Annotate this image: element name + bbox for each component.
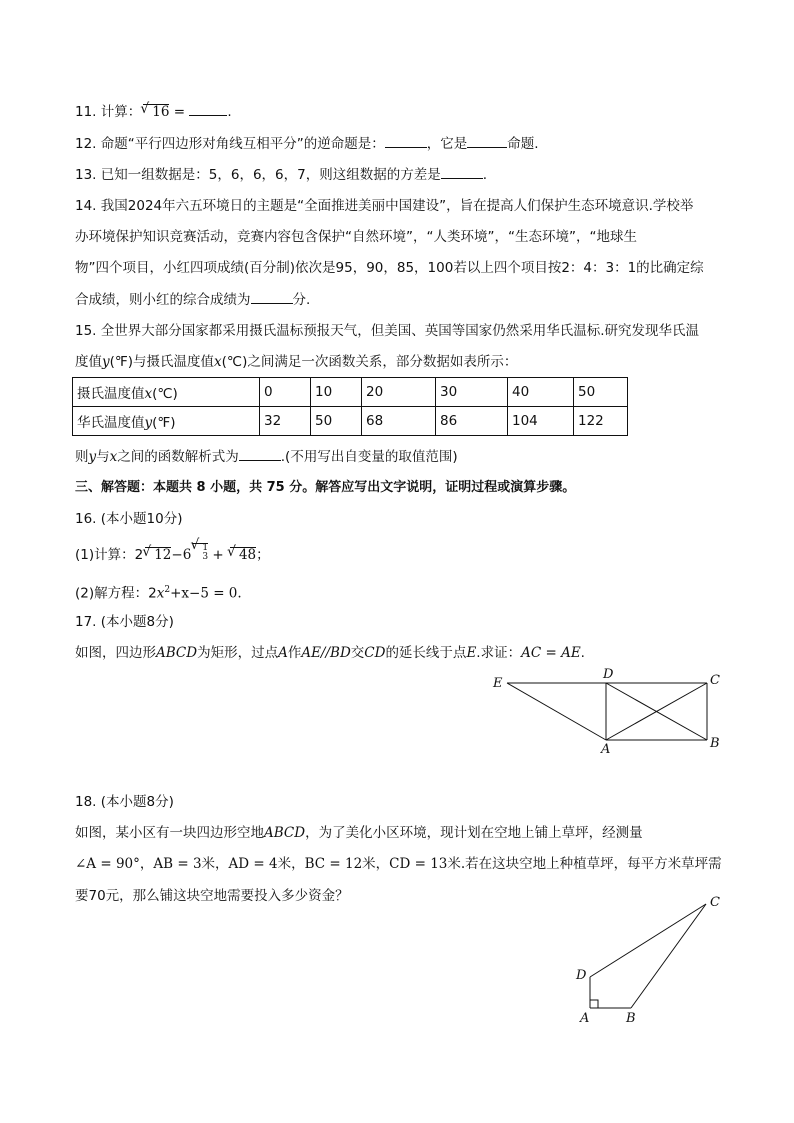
table-cell: 104	[508, 407, 574, 436]
quadrilateral-figure	[570, 890, 730, 1030]
q18-line2: ∠A = 90°，AB = 3米，AD = 4米，BC = 12米，CD = 13米.若在这块空地上种植草坪，每平方米草坪需	[75, 856, 722, 872]
table-cell: 122	[574, 407, 628, 436]
answer-blank[interactable]	[189, 101, 227, 116]
q14-line2: 办环境保护知识竞赛活动，竞赛内容包含保护“自然环境”，“人类环境”，“生态环境”，“地球生	[75, 229, 637, 245]
q16-part2: (2)解方程：$2x^2+x-5 = 0$.	[75, 585, 242, 602]
answer-blank[interactable]	[251, 289, 293, 304]
label-A: A	[601, 742, 611, 755]
answer-blank[interactable]	[467, 133, 507, 148]
q13: 13. 已知一组数据是：5，6，6，6，7，则这组数据的方差是 .	[75, 164, 487, 185]
table-cell: 68	[362, 407, 436, 436]
q18-line1: 如图，某小区有一块四边形空地ABCD，为了美化小区环境，现计划在空地上铺上草坪，经测量	[75, 825, 643, 841]
q16-title: 16. (本小题10分)	[75, 511, 183, 527]
table-cell: 50	[311, 407, 362, 436]
table-cell: 32	[260, 407, 311, 436]
sqrt-one-third: √ 1 3	[193, 543, 208, 562]
temperature-table	[72, 377, 628, 436]
label-D: D	[603, 667, 614, 682]
label-C: C	[710, 673, 720, 688]
label-A: A	[580, 1011, 590, 1026]
q12: 12. 命题“平行四边形对角线互相平分”的逆命题是： ，它是 命题.	[75, 133, 539, 154]
q11: 11. 计算：√ 16 = .	[75, 101, 232, 122]
q14-line3: 物”四个项目，小红四项成绩(百分制)依次是95，90，85，100若以上四个项目按2：4：3：1的比确定综	[75, 260, 704, 276]
table-row	[73, 407, 628, 436]
row-header: 华氏温度值y(℉)	[73, 407, 260, 436]
label-B: B	[626, 1011, 636, 1026]
label-E: E	[493, 676, 503, 691]
label-C: C	[710, 895, 720, 910]
table-cell: 20	[362, 378, 436, 407]
q15-answer-line: 则y与x之间的函数解析式为 .(不用写出自变量的取值范围)	[75, 446, 458, 467]
label-B: B	[710, 736, 720, 751]
table-cell: 30	[436, 378, 508, 407]
table-cell: 10	[311, 378, 362, 407]
q16-part1: (1)计算：2√ 12−6√ 1 3 + √ 48；	[75, 543, 270, 565]
answer-blank[interactable]	[385, 133, 427, 148]
answer-blank[interactable]	[239, 446, 281, 461]
q17-title: 17. (本小题8分)	[75, 614, 174, 630]
q15-line1: 15. 全世界大部分国家都采用摄氏温标预报天气，但美国、英国等国家仍然采用华氏温标.研究发现华氏温	[75, 323, 700, 339]
q18-line3: 要70元，那么铺这块空地需要投入多少资金？	[75, 888, 349, 904]
q17-text: 如图，四边形ABCD为矩形，过点A作AE//BD交CD的延长线于点E.求证：AC = AE.	[75, 645, 585, 661]
table-cell: 50	[574, 378, 628, 407]
row-header: 摄氏温度值x(℃)	[73, 378, 260, 407]
table-cell: 86	[436, 407, 508, 436]
q14-line1: 14. 我国2024年六五环境日的主题是“全面推进美丽中国建设”，旨在提高人们保护生态环境意识.学校举	[75, 198, 694, 214]
label-D: D	[576, 968, 587, 983]
section-heading: 三、解答题：本题共 8 小题，共 75 分。解答应写出文字说明，证明过程或演算步骤。	[75, 480, 576, 495]
q15-line2: 度值y(℉)与摄氏温度值x(℃)之间满足一次函数关系，部分数据如表所示：	[75, 354, 518, 370]
sqrt-16: √ 16	[143, 104, 169, 119]
table-cell: 0	[260, 378, 311, 407]
q18-title: 18. (本小题8分)	[75, 794, 174, 810]
table-cell: 40	[508, 378, 574, 407]
q14-line4: 合成绩，则小红的综合成绩为 分.	[75, 289, 310, 310]
table-row	[73, 378, 628, 407]
answer-blank[interactable]	[441, 164, 483, 179]
rectangle-figure	[485, 665, 725, 755]
